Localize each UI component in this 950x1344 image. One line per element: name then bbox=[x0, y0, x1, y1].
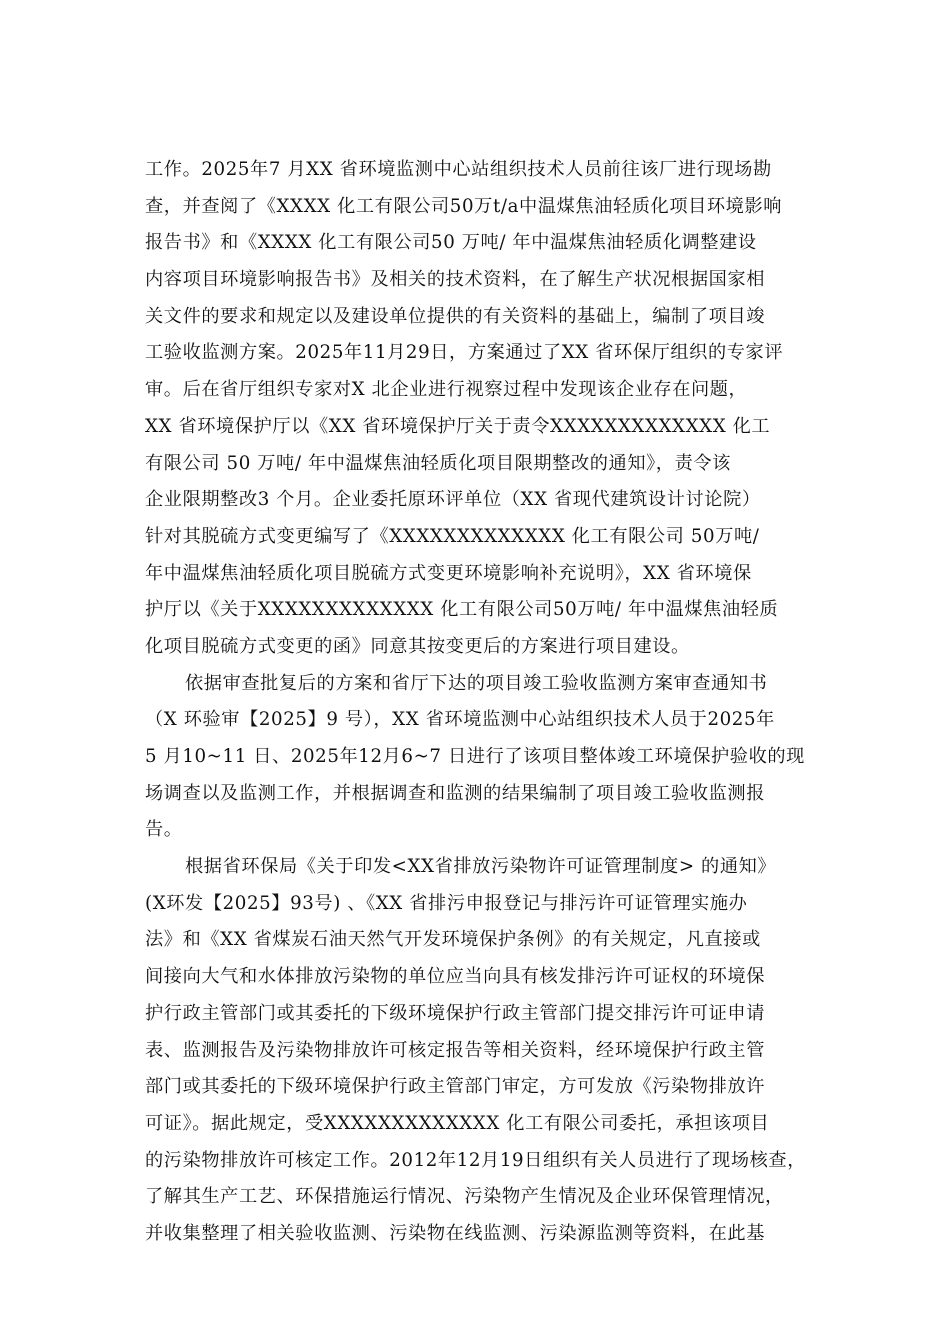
text-line: 法》和《XX 省煤炭石油天然气开发环境保护条例》的有关规定，凡直接或 bbox=[145, 929, 761, 951]
text-line: 间接向大气和水体排放污染物的单位应当向具有核发排污许可证权的环境保 bbox=[145, 966, 765, 988]
text-line: 工验收监测方案。2025年11月29日，方案通过了XX 省环保厅组织的专家评 bbox=[145, 342, 784, 364]
paragraph-2 bbox=[145, 666, 845, 849]
text-line: 审。后在省厅组织专家对X 北企业进行视察过程中发现该企业存在问题， bbox=[145, 379, 748, 401]
paragraph-3 bbox=[145, 849, 845, 1253]
text-line: 企业限期整改3 个月。企业委托原环评单位（XX 省现代建筑设计讨论院） bbox=[145, 489, 761, 511]
text-line: 可证》。据此规定，受XXXXXXXXXXXXX 化工有限公司委托，承担该项目 bbox=[145, 1112, 770, 1134]
text-line: 报告书》和《XXXX 化工有限公司50 万吨/ 年中温煤焦油轻质化调整建设 bbox=[145, 232, 757, 254]
text-line: 内容项目环境影响报告书》及相关的技术资料，在了解生产状况根据国家相 bbox=[145, 269, 765, 291]
paragraph-1 bbox=[145, 152, 845, 666]
text-line: 部门或其委托的下级环境保护行政主管部门审定，方可发放《污染物排放许 bbox=[145, 1076, 765, 1098]
text-line: 关文件的要求和规定以及建设单位提供的有关资料的基础上，编制了项目竣 bbox=[145, 305, 765, 327]
text-line: 依据审查批复后的方案和省厅下达的项目竣工验收监测方案审查通知书 bbox=[185, 672, 768, 694]
text-line: 针对其脱硫方式变更编写了《XXXXXXXXXXXXX 化工有限公司 50万吨/ bbox=[145, 525, 760, 547]
text-line: 工作。2025年7 月XX 省环境监测中心站组织技术人员前往该厂进行现场勘 bbox=[145, 159, 772, 180]
text-line: 护厅以《关于XXXXXXXXXXXXX 化工有限公司50万吨/ 年中温煤焦油轻质 bbox=[145, 599, 779, 621]
text-line: (X环发【2025】93号) 、《XX 省排污申报登记与排污许可证管理实施办 bbox=[145, 892, 748, 914]
text-line: 并收集整理了相关验收监测、污染物在线监测、污染源监测等资料，在此基 bbox=[145, 1222, 765, 1244]
text-line: XX 省环境保护厅以《XX 省环境保护厅关于责令XXXXXXXXXXXXX 化工 bbox=[145, 415, 771, 437]
text-line: 化项目脱硫方式变更的函》同意其按变更后的方案进行项目建设。 bbox=[145, 635, 690, 657]
text-line: 护行政主管部门或其委托的下级环境保护行政主管部门提交排污许可证申请 bbox=[145, 1002, 765, 1024]
text-line: 了解其生产工艺、环保措施运行情况、污染物产生情况及企业环保管理情况， bbox=[145, 1186, 784, 1208]
text-line: （X 环验审【2025】9 号），XX 省环境监测中心站组织技术人员于2025年 bbox=[145, 709, 775, 731]
text-line: 的污染物排放许可核定工作。2012年12月19日组织有关人员进行了现场核查， bbox=[145, 1149, 806, 1171]
text-line: 有限公司 50 万吨/ 年中温煤焦油轻质化项目限期整改的通知》，责令该 bbox=[145, 452, 731, 474]
text-line: 根据省环保局《关于印发<XX省排放污染物许可证管理制度> 的通知》 bbox=[185, 856, 777, 878]
text-line: 年中温煤焦油轻质化项目脱硫方式变更环境影响补充说明》，XX 省环境保 bbox=[145, 562, 752, 584]
text-line: 表、监测报告及污染物排放许可核定报告等相关资料，经环境保护行政主管 bbox=[145, 1039, 765, 1061]
document-body bbox=[145, 152, 845, 1253]
text-line: 场调查以及监测工作，并根据调查和监测的结果编制了项目竣工验收监测报 bbox=[145, 782, 765, 804]
text-line: 查，并查阅了《XXXX 化工有限公司50万t/a中温煤焦油轻质化项目环境影响 bbox=[145, 195, 783, 217]
text-line: 告。 bbox=[145, 819, 183, 841]
text-line: 5 月10~11 日、2025年12月6~7 日进行了该项目整体竣工环境保护验收的现 bbox=[145, 746, 805, 767]
